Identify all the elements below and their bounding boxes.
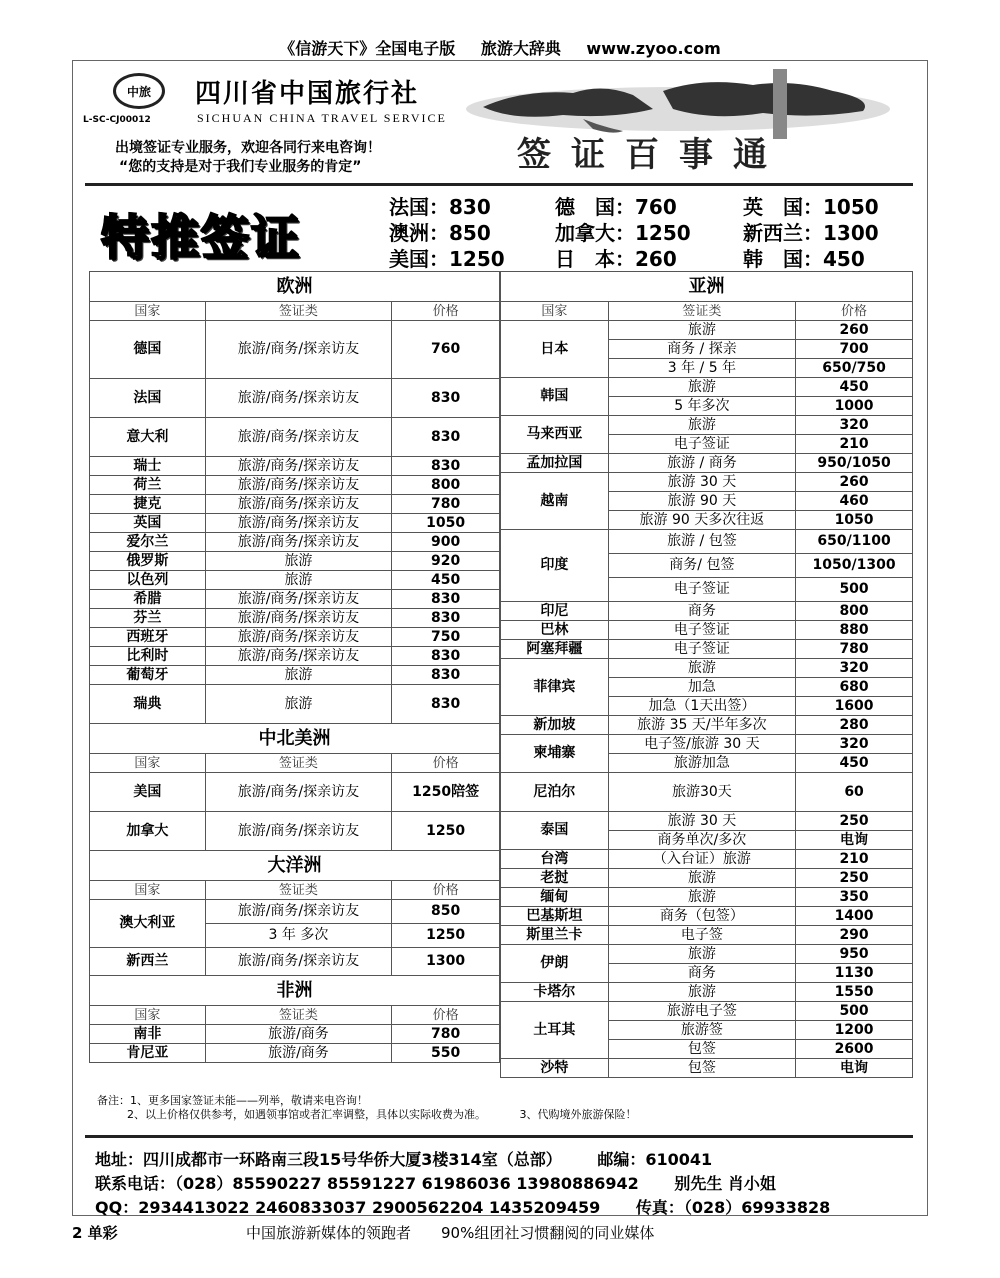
license-number: L-SC-CJ00012: [83, 115, 151, 125]
agency-name-en: SICHUAN CHINA TRAVEL SERVICE: [197, 111, 447, 125]
table-row: [90, 1025, 500, 1044]
table-row: [501, 659, 913, 678]
visa-type-cell: （入台证）旅游: [608, 850, 795, 869]
visa-type-cell: 旅游: [205, 571, 392, 590]
table-row: [501, 983, 913, 1002]
country-cell: 法国: [90, 379, 206, 418]
price-cell: 1550: [796, 983, 913, 1002]
table-row: [90, 379, 500, 418]
country-cell: 捷克: [90, 495, 206, 514]
address-line: [95, 1147, 712, 1170]
price-cell: 350: [796, 888, 913, 907]
page-number: 2 单彩: [72, 1224, 118, 1242]
address: 地址：四川成都市一环路南三段15号华侨大厦3楼314室（总部）: [95, 1150, 562, 1169]
region-africa: 非洲: [90, 976, 500, 1006]
price-cell: 1000: [796, 397, 913, 416]
visa-type-cell: 商务（包签）: [608, 907, 795, 926]
featured-price: 英 国：1050: [743, 195, 879, 219]
country-cell: 德国: [90, 321, 206, 379]
country-cell: 加拿大: [90, 812, 206, 851]
price-cell: 500: [796, 578, 913, 602]
visa-service-title: 签证百事通: [517, 135, 787, 175]
visa-type-cell: 旅游/商务/探亲访友: [205, 476, 392, 495]
visa-type-cell: 旅游: [205, 666, 392, 685]
country-cell: 肯尼亚: [90, 1044, 206, 1063]
price-cell: 650/1100: [796, 530, 913, 554]
country-cell: 日本: [501, 321, 609, 378]
featured-price: 新西兰：1300: [743, 221, 879, 245]
visa-type-cell: 电子签证: [608, 435, 795, 454]
visa-type-cell: 旅游/商务/探亲访友: [205, 812, 392, 851]
price-cell: 1050/1300: [796, 554, 913, 578]
visa-type-cell: 旅游: [205, 685, 392, 724]
country-cell: 新西兰: [90, 948, 206, 976]
visa-type-cell: 加急: [608, 678, 795, 697]
price-cell: 780: [796, 640, 913, 659]
price-cell: 60: [796, 773, 913, 812]
price-cell: 800: [392, 476, 500, 495]
table-row: [90, 590, 500, 609]
table-row: [90, 1044, 500, 1063]
price-cell: 830: [392, 590, 500, 609]
visa-type-cell: 旅游: [608, 416, 795, 435]
site-url[interactable]: www.zyoo.com: [586, 39, 721, 58]
visa-type-cell: 旅游/商务/探亲访友: [205, 379, 392, 418]
country-cell: 澳大利亚: [90, 900, 206, 948]
visa-type-cell: 旅游/商务/探亲访友: [205, 609, 392, 628]
price-cell: 650/750: [796, 359, 913, 378]
contact-divider: [85, 1135, 913, 1138]
country-cell: 越南: [501, 473, 609, 530]
visa-type-cell: 旅游: [608, 945, 795, 964]
table-row: [501, 869, 913, 888]
table-row: [90, 571, 500, 590]
table-row: [501, 321, 913, 340]
price-cell: 830: [392, 685, 500, 724]
visa-type-cell: 旅游 90 天多次往返: [608, 511, 795, 530]
price-cell: 700: [796, 340, 913, 359]
price-cell: 780: [392, 1025, 500, 1044]
visa-type-cell: 旅游 / 包签: [608, 530, 795, 554]
visa-type-cell: 旅游 90 天: [608, 492, 795, 511]
visa-type-cell: 旅游 / 商务: [608, 454, 795, 473]
region-oceania: 大洋洲: [90, 851, 500, 881]
table-row: [501, 773, 913, 812]
logo-text: 中旅: [126, 84, 151, 99]
price-cell: 900: [392, 533, 500, 552]
visa-type-cell: 3 年 / 5 年: [608, 359, 795, 378]
right-visa-table: [500, 271, 913, 1078]
price-cell: 320: [796, 659, 913, 678]
visa-type-cell: 商务单次/多次: [608, 831, 795, 850]
price-cell: 920: [392, 552, 500, 571]
country-cell: 缅甸: [501, 888, 609, 907]
visa-type-cell: 旅游: [608, 378, 795, 397]
price-cell: 760: [392, 321, 500, 379]
price-cell: 550: [392, 1044, 500, 1063]
table-row: [90, 647, 500, 666]
col-country: 国家: [90, 302, 206, 321]
table-row: [501, 454, 913, 473]
footer-text-2: 90%组团社习惯翻阅的同业媒体: [441, 1224, 655, 1242]
price-cell: 450: [392, 571, 500, 590]
postcode: 邮编：610041: [597, 1150, 713, 1169]
america-rows: [90, 773, 500, 851]
price-cell: 950/1050: [796, 454, 913, 473]
table-row: [90, 948, 500, 976]
visa-type-cell: 商务/ 包签: [608, 554, 795, 578]
visa-type-cell: 旅游/商务/探亲访友: [205, 457, 392, 476]
table-row: [501, 716, 913, 735]
price-cell: 320: [796, 416, 913, 435]
visa-type-cell: 旅游/商务/探亲访友: [205, 647, 392, 666]
country-cell: 南非: [90, 1025, 206, 1044]
country-cell: 阿塞拜疆: [501, 640, 609, 659]
visa-type-cell: 5 年多次: [608, 397, 795, 416]
visa-type-cell: 商务: [608, 602, 795, 621]
visa-type-cell: 旅游 30 天: [608, 812, 795, 831]
price-cell: 830: [392, 666, 500, 685]
country-cell: 意大利: [90, 418, 206, 457]
featured-price: 德 国：760: [555, 195, 677, 219]
left-visa-table: [89, 271, 500, 1063]
country-cell: 以色列: [90, 571, 206, 590]
country-cell: 英国: [90, 514, 206, 533]
remarks: [97, 1094, 637, 1122]
visa-type-cell: 旅游加急: [608, 754, 795, 773]
slogan-line-2: “您的支持是对于我们专业服务的肯定”: [119, 159, 362, 175]
visa-type-cell: 旅游签: [608, 1021, 795, 1040]
visa-type-cell: 旅游: [608, 321, 795, 340]
featured-price: 加拿大：1250: [555, 221, 691, 245]
slogan-line-1: 出境签证专业服务，欢迎各同行来电咨询！: [115, 140, 381, 156]
visa-type-cell: 电子签证: [608, 621, 795, 640]
country-cell: 马来西亚: [501, 416, 609, 454]
col-country: 国家: [90, 1006, 206, 1025]
price-cell: 1300: [392, 948, 500, 976]
table-row: [90, 552, 500, 571]
visa-type-cell: 包签: [608, 1059, 795, 1078]
featured-price: 韩 国：450: [743, 247, 865, 271]
country-cell: 新加坡: [501, 716, 609, 735]
country-cell: 印度: [501, 530, 609, 602]
country-cell: 巴基斯坦: [501, 907, 609, 926]
visa-type-cell: 旅游/商务/探亲访友: [205, 773, 392, 812]
visa-type-cell: 旅游/商务/探亲访友: [205, 418, 392, 457]
table-row: [90, 457, 500, 476]
price-cell: 260: [796, 321, 913, 340]
visa-type-cell: 旅游: [205, 552, 392, 571]
featured-price: 美国：1250: [389, 247, 505, 271]
featured-price: 澳洲：850: [389, 221, 491, 245]
col-type: 签证类: [205, 754, 392, 773]
table-row: [90, 685, 500, 724]
table-row: [90, 628, 500, 647]
visa-type-cell: 加急（1天出签）: [608, 697, 795, 716]
remark-2: 2、以上价格仅供参考，如遇领事馆或者汇率调整，具体以实际收费为准。: [127, 1108, 486, 1121]
table-row: [501, 378, 913, 397]
price-cell: 电询: [796, 831, 913, 850]
table-row: [501, 621, 913, 640]
region-europe: 欧洲: [90, 272, 500, 302]
region-asia: 亚洲: [501, 272, 913, 302]
country-cell: 伊朗: [501, 945, 609, 983]
country-cell: 韩国: [501, 378, 609, 416]
visa-type-cell: 旅游/商务/探亲访友: [205, 495, 392, 514]
agency-logo-icon: [113, 73, 165, 109]
col-price: 价格: [392, 1006, 500, 1025]
price-cell: 850: [392, 900, 500, 924]
europe-rows: [90, 321, 500, 724]
visa-type-cell: 旅游 35 天/半年多次: [608, 716, 795, 735]
visa-type-cell: 旅游30天: [608, 773, 795, 812]
country-cell: 芬兰: [90, 609, 206, 628]
table-row: [501, 602, 913, 621]
price-cell: 250: [796, 812, 913, 831]
table-row: [90, 609, 500, 628]
price-cell: 280: [796, 716, 913, 735]
remark-1: 备注：1、更多国家签证未能——列举，敬请来电咨询！: [97, 1094, 368, 1107]
price-cell: 210: [796, 850, 913, 869]
table-row: [90, 533, 500, 552]
featured-title: 特推签证: [101, 210, 302, 266]
price-cell: 830: [392, 457, 500, 476]
country-cell: 泰国: [501, 812, 609, 850]
phone-numbers[interactable]: 联系电话：（028）85590227 85591227 61986036 13980886942: [95, 1174, 639, 1193]
country-cell: 比利时: [90, 647, 206, 666]
country-cell: 印尼: [501, 602, 609, 621]
price-cell: 500: [796, 1002, 913, 1021]
country-cell: 荷兰: [90, 476, 206, 495]
phone-line: [95, 1171, 776, 1194]
section-title: 旅游大辞典: [480, 39, 561, 58]
country-cell: 柬埔寨: [501, 735, 609, 773]
country-cell: 俄罗斯: [90, 552, 206, 571]
col-type: 签证类: [205, 1006, 392, 1025]
table-row: [501, 907, 913, 926]
region-north-america: 中北美洲: [90, 724, 500, 754]
visa-type-cell: 旅游 30 天: [608, 473, 795, 492]
header-divider: [85, 183, 913, 186]
price-cell: 1130: [796, 964, 913, 983]
col-type: 签证类: [205, 881, 392, 900]
qq-numbers: QQ：2934413022 2460833037 2900562204 1435209459: [95, 1198, 601, 1217]
table-row: [501, 1002, 913, 1021]
visa-type-cell: 3 年 多次: [205, 924, 392, 948]
visa-type-cell: 旅游/商务/探亲访友: [205, 514, 392, 533]
price-cell: 460: [796, 492, 913, 511]
price-cell: 830: [392, 418, 500, 457]
country-cell: 瑞士: [90, 457, 206, 476]
country-cell: 斯里兰卡: [501, 926, 609, 945]
table-row: [501, 888, 913, 907]
table-row: [501, 1059, 913, 1078]
price-cell: 450: [796, 754, 913, 773]
country-cell: 巴林: [501, 621, 609, 640]
price-cell: 2600: [796, 1040, 913, 1059]
visa-type-cell: 旅游/商务/探亲访友: [205, 321, 392, 379]
price-cell: 250: [796, 869, 913, 888]
price-cell: 680: [796, 678, 913, 697]
visa-type-cell: 商务: [608, 964, 795, 983]
table-row: [90, 773, 500, 812]
footer-text-1: 中国旅游新媒体的领跑者: [246, 1224, 412, 1242]
country-cell: 沙特: [501, 1059, 609, 1078]
price-cell: 210: [796, 435, 913, 454]
remark-3: 3、代购境外旅游保险！: [519, 1108, 637, 1121]
table-row: [90, 666, 500, 685]
featured-price: 法国：830: [389, 195, 491, 219]
price-cell: 1200: [796, 1021, 913, 1040]
price-cell: 1050: [796, 511, 913, 530]
table-row: [90, 812, 500, 851]
price-cell: 450: [796, 378, 913, 397]
price-cell: 830: [392, 379, 500, 418]
price-cell: 750: [392, 628, 500, 647]
visa-type-cell: 电子签/旅游 30 天: [608, 735, 795, 754]
table-row: [501, 850, 913, 869]
country-cell: 菲律宾: [501, 659, 609, 716]
price-cell: 830: [392, 609, 500, 628]
col-type: 签证类: [205, 302, 392, 321]
country-cell: 西班牙: [90, 628, 206, 647]
asia-rows: [501, 321, 913, 1078]
ad-header: [73, 61, 929, 181]
visa-type-cell: 旅游: [608, 888, 795, 907]
country-cell: 葡萄牙: [90, 666, 206, 685]
col-country: 国家: [90, 754, 206, 773]
featured-visas: [73, 187, 929, 269]
visa-type-cell: 旅游: [608, 983, 795, 1002]
table-row: [501, 530, 913, 554]
col-price: 价格: [392, 881, 500, 900]
table-row: [501, 735, 913, 754]
table-row: [501, 812, 913, 831]
magazine-title: 《信游天下》全国电子版: [279, 39, 456, 58]
country-cell: 美国: [90, 773, 206, 812]
table-row: [90, 900, 500, 924]
visa-type-cell: 旅游/商务/探亲访友: [205, 590, 392, 609]
table-row: [501, 416, 913, 435]
featured-price: 日 本：260: [555, 247, 677, 271]
table-row: [90, 514, 500, 533]
price-cell: 1250: [392, 924, 500, 948]
table-row: [90, 418, 500, 457]
price-cell: 电询: [796, 1059, 913, 1078]
price-cell: 1250: [392, 812, 500, 851]
country-cell: 爱尔兰: [90, 533, 206, 552]
col-type: 签证类: [608, 302, 795, 321]
visa-type-cell: 商务 / 探亲: [608, 340, 795, 359]
qq-line: [95, 1195, 830, 1218]
country-cell: 台湾: [501, 850, 609, 869]
table-row: [501, 640, 913, 659]
visa-type-cell: 旅游: [608, 659, 795, 678]
country-cell: 孟加拉国: [501, 454, 609, 473]
table-row: [90, 495, 500, 514]
col-price: 价格: [796, 302, 913, 321]
contact-persons: 别先生 肖小姐: [674, 1174, 776, 1193]
visa-type-cell: 旅游: [608, 869, 795, 888]
col-country: 国家: [501, 302, 609, 321]
africa-rows: [90, 1025, 500, 1063]
country-cell: 瑞典: [90, 685, 206, 724]
visa-type-cell: 电子签证: [608, 640, 795, 659]
oceania-rows: [90, 900, 500, 976]
country-cell: 土耳其: [501, 1002, 609, 1059]
visa-type-cell: 旅游电子签: [608, 1002, 795, 1021]
price-cell: 950: [796, 945, 913, 964]
country-cell: 尼泊尔: [501, 773, 609, 812]
price-cell: 1400: [796, 907, 913, 926]
price-cell: 800: [796, 602, 913, 621]
visa-type-cell: 旅游/商务: [205, 1025, 392, 1044]
visa-type-cell: 旅游/商务: [205, 1044, 392, 1063]
visa-type-cell: 旅游/商务/探亲访友: [205, 948, 392, 976]
col-country: 国家: [90, 881, 206, 900]
visa-type-cell: 电子签: [608, 926, 795, 945]
price-cell: 290: [796, 926, 913, 945]
table-row: [90, 476, 500, 495]
country-cell: 老挝: [501, 869, 609, 888]
table-row: [90, 321, 500, 379]
country-cell: 卡塔尔: [501, 983, 609, 1002]
price-cell: 830: [392, 647, 500, 666]
country-cell: 希腊: [90, 590, 206, 609]
price-cell: 1050: [392, 514, 500, 533]
agency-name-cn: 四川省中国旅行社: [195, 79, 420, 109]
col-price: 价格: [392, 754, 500, 773]
visa-type-cell: 包签: [608, 1040, 795, 1059]
table-row: [501, 473, 913, 492]
advert-frame: [72, 60, 928, 1216]
table-row: [501, 945, 913, 964]
price-cell: 880: [796, 621, 913, 640]
price-cell: 320: [796, 735, 913, 754]
visa-type-cell: 旅游/商务/探亲访友: [205, 628, 392, 647]
price-cell: 1600: [796, 697, 913, 716]
fax-number: 传真：（028）69933828: [635, 1198, 831, 1217]
visa-type-cell: 电子签证: [608, 578, 795, 602]
price-cell: 260: [796, 473, 913, 492]
price-cell: 780: [392, 495, 500, 514]
top-banner: [0, 36, 1000, 59]
col-price: 价格: [392, 302, 500, 321]
price-cell: 1250陪签: [392, 773, 500, 812]
visa-type-cell: 旅游/商务/探亲访友: [205, 900, 392, 924]
table-row: [501, 926, 913, 945]
visa-type-cell: 旅游/商务/探亲访友: [205, 533, 392, 552]
